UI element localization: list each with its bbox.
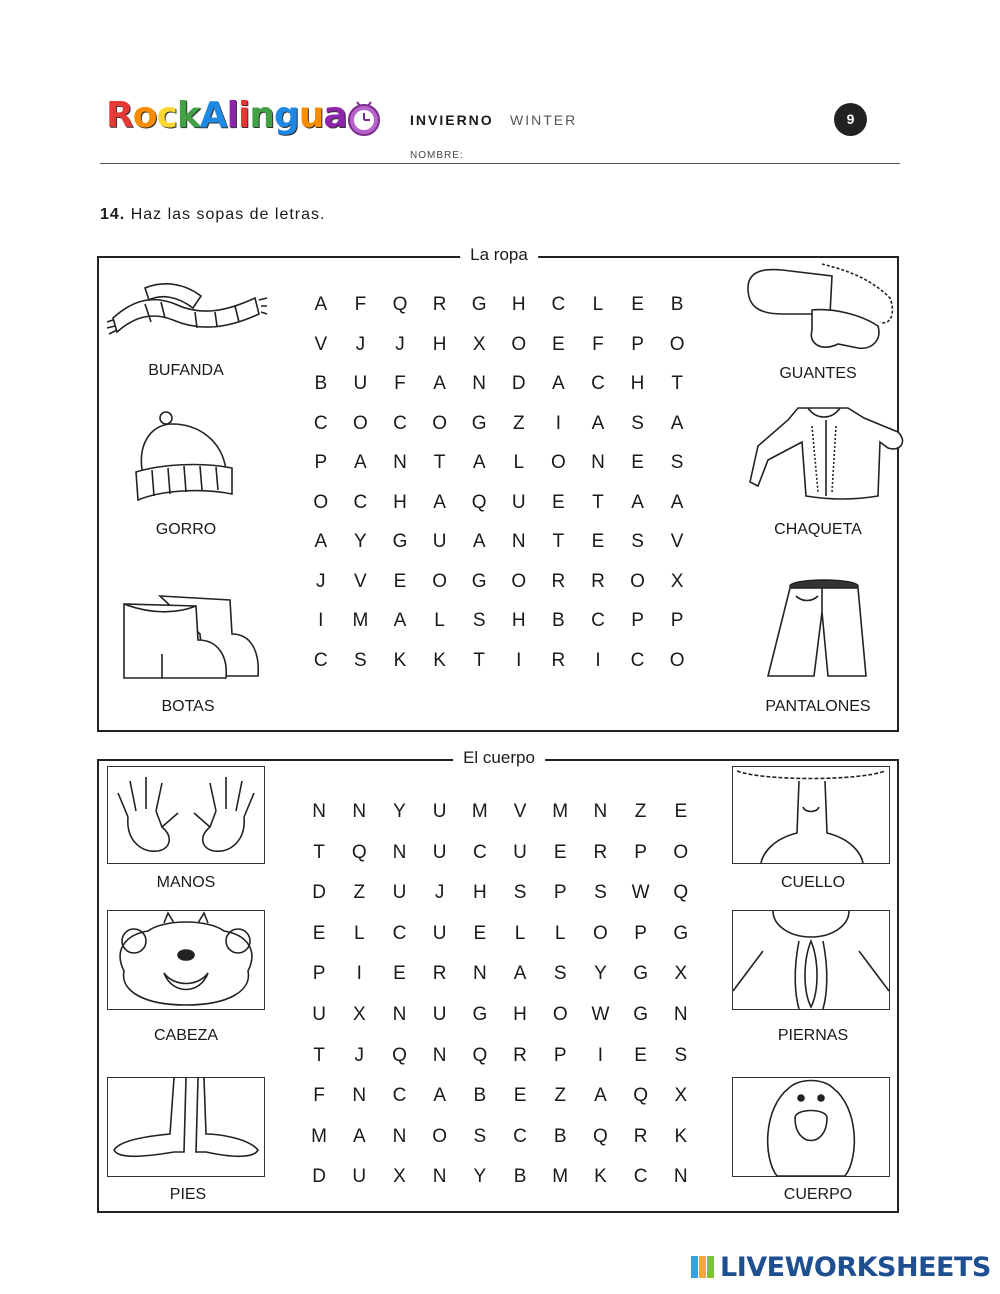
grid-letter[interactable]: V: [314, 333, 328, 355]
grid-letter[interactable]: P: [631, 333, 644, 355]
grid-letter[interactable]: B: [513, 1166, 527, 1188]
logo-letter: l: [226, 95, 238, 136]
grid-letter[interactable]: J: [316, 570, 326, 592]
grid-letter[interactable]: A: [552, 373, 565, 394]
grid-letter[interactable]: A: [433, 1085, 446, 1107]
grid-letter[interactable]: N: [432, 1044, 447, 1066]
grid-letter[interactable]: N: [392, 1003, 407, 1025]
grid-letter[interactable]: P: [631, 610, 644, 631]
grid-letter[interactable]: Z: [554, 1085, 567, 1107]
grid-letter[interactable]: O: [432, 1125, 448, 1147]
grid-letter[interactable]: Y: [393, 801, 406, 822]
grid-letter[interactable]: C: [392, 922, 407, 944]
grid-letter[interactable]: O: [669, 649, 685, 671]
grid-letter[interactable]: G: [471, 294, 487, 315]
body-label-right: PIERNAS: [777, 1027, 849, 1044]
liveworksheets-logo-icon: [690, 1254, 716, 1280]
grid-letter[interactable]: M: [552, 801, 569, 822]
hands-picture-box: [107, 766, 265, 864]
grid-letter[interactable]: C: [630, 649, 645, 671]
grid-letter[interactable]: I: [318, 610, 324, 631]
grid-letter[interactable]: K: [674, 1125, 688, 1147]
logo-letter: c: [156, 95, 177, 136]
grid-letter[interactable]: U: [511, 491, 526, 513]
grid-letter[interactable]: E: [312, 922, 326, 944]
grid-letter[interactable]: X: [393, 1166, 406, 1188]
neck-picture-box: [732, 766, 890, 864]
grid-letter[interactable]: E: [553, 841, 567, 863]
grid-letter[interactable]: A: [433, 373, 446, 394]
grid-letter[interactable]: H: [393, 491, 407, 513]
legs-picture-box: [732, 910, 890, 1010]
body-label-right: CUELLO: [780, 874, 846, 891]
grid-letter[interactable]: Q: [472, 1044, 488, 1066]
scarf-icon: [105, 278, 267, 340]
neck-icon: [733, 767, 889, 863]
grid-letter[interactable]: H: [511, 610, 526, 631]
grid-letter[interactable]: U: [432, 922, 447, 944]
grid-letter[interactable]: Y: [354, 531, 367, 552]
grid-letter[interactable]: F: [592, 333, 604, 355]
grid-letter[interactable]: R: [432, 963, 447, 985]
monster-head-icon: [108, 911, 264, 1009]
grid-letter[interactable]: D: [312, 882, 326, 904]
grid-letter[interactable]: A: [472, 531, 486, 552]
grid-letter[interactable]: G: [633, 1003, 648, 1025]
pants-icon: [762, 576, 870, 680]
grid-letter[interactable]: M: [311, 1125, 327, 1147]
grid-letter[interactable]: S: [472, 610, 486, 631]
grid-letter[interactable]: R: [593, 841, 608, 863]
grid-letter[interactable]: B: [553, 1125, 567, 1147]
grid-letter[interactable]: P: [312, 963, 326, 985]
grid-letter[interactable]: I: [597, 1044, 604, 1066]
grid-letter[interactable]: H: [630, 373, 645, 394]
grid-letter[interactable]: A: [670, 491, 684, 513]
grid-letter[interactable]: A: [314, 531, 328, 552]
hat-icon: [132, 410, 236, 506]
grid-letter[interactable]: B: [552, 610, 565, 631]
name-label: NOMBRE:: [410, 150, 464, 161]
grid-letter[interactable]: S: [631, 531, 644, 552]
grid-letter[interactable]: F: [394, 373, 406, 394]
grid-letter[interactable]: H: [513, 1003, 527, 1025]
logo-letter: o: [132, 95, 157, 136]
grid-letter[interactable]: S: [631, 412, 644, 434]
grid-letter[interactable]: P: [634, 841, 647, 863]
grid-letter[interactable]: I: [555, 412, 561, 434]
grid-letter[interactable]: S: [513, 882, 527, 904]
grid-letter[interactable]: A: [631, 491, 644, 513]
grid-letter[interactable]: H: [472, 882, 487, 904]
liveworksheets-brand[interactable]: [690, 1252, 991, 1283]
grid-letter[interactable]: U: [432, 841, 447, 863]
logo-letter: R: [106, 95, 133, 136]
monster-body-icon: [733, 1078, 889, 1176]
body-label-left: MANOS: [156, 874, 216, 891]
grid-letter[interactable]: R: [513, 1044, 527, 1066]
grid-letter[interactable]: S: [553, 963, 567, 985]
grid-letter[interactable]: P: [314, 452, 328, 473]
grid-letter[interactable]: Y: [594, 963, 607, 985]
grid-letter[interactable]: R: [551, 649, 566, 671]
clothes-label-right: GUANTES: [779, 365, 857, 382]
grid-letter[interactable]: B: [473, 1085, 487, 1107]
grid-letter[interactable]: O: [432, 570, 447, 592]
grid-letter[interactable]: S: [674, 1044, 688, 1066]
grid-letter[interactable]: R: [591, 570, 605, 592]
grid-letter[interactable]: X: [670, 570, 684, 592]
grid-letter[interactable]: T: [552, 531, 565, 552]
grid-letter[interactable]: A: [472, 452, 486, 473]
grid-letter[interactable]: C: [633, 1166, 648, 1188]
grid-letter[interactable]: E: [473, 922, 487, 944]
grid-letter[interactable]: W: [631, 882, 650, 904]
grid-letter[interactable]: E: [674, 801, 688, 822]
grid-letter[interactable]: R: [633, 1125, 648, 1147]
clock-icon: [345, 98, 383, 138]
grid-letter[interactable]: O: [511, 570, 527, 592]
grid-letter[interactable]: N: [432, 1166, 447, 1188]
grid-letter[interactable]: E: [513, 1085, 527, 1107]
grid-letter[interactable]: Q: [392, 294, 408, 315]
grid-letter[interactable]: Y: [473, 1166, 487, 1188]
exercise-number: 14.: [100, 206, 126, 223]
grid-letter[interactable]: I: [516, 649, 522, 671]
grid-letter[interactable]: W: [591, 1003, 610, 1025]
grid-letter[interactable]: K: [393, 649, 407, 671]
grid-letter[interactable]: O: [353, 412, 368, 434]
grid-letter[interactable]: T: [313, 841, 325, 863]
grid-letter[interactable]: H: [432, 333, 447, 355]
grid-letter[interactable]: M: [552, 1166, 569, 1188]
grid-letter[interactable]: O: [550, 452, 566, 473]
grid-letter[interactable]: O: [511, 333, 527, 355]
grid-letter[interactable]: N: [393, 452, 407, 473]
unit-title: INVIERNO: [410, 112, 494, 128]
grid-letter[interactable]: G: [633, 963, 648, 985]
exercise-text: Haz las sopas de letras.: [130, 206, 326, 223]
grid-letter[interactable]: C: [551, 294, 566, 315]
grid-letter[interactable]: Z: [512, 412, 525, 434]
grid-letter[interactable]: N: [673, 1003, 688, 1025]
body-label-left: PIES: [169, 1186, 207, 1203]
grid-letter[interactable]: N: [511, 531, 526, 552]
grid-letter[interactable]: L: [514, 922, 526, 944]
grid-letter[interactable]: Q: [593, 1125, 608, 1147]
grid-letter[interactable]: T: [473, 649, 485, 671]
unit-title-english: WINTER: [510, 112, 578, 128]
exercise-instruction: [100, 206, 325, 224]
grid-letter[interactable]: L: [353, 922, 365, 944]
grid-letter[interactable]: N: [392, 841, 407, 863]
clothes-label-left: BOTAS: [161, 698, 215, 715]
logo-letter: A: [199, 95, 227, 136]
grid-letter[interactable]: A: [314, 294, 328, 315]
grid-letter[interactable]: D: [511, 373, 526, 394]
grid-letter[interactable]: L: [513, 452, 525, 473]
grid-letter[interactable]: Q: [471, 491, 487, 513]
grid-letter[interactable]: G: [471, 570, 487, 592]
legs-icon: [733, 911, 889, 1009]
grid-letter[interactable]: U: [353, 373, 368, 394]
grid-letter[interactable]: E: [634, 1044, 647, 1066]
clothes-panel-title: La ropa: [460, 245, 538, 265]
grid-letter[interactable]: T: [592, 491, 604, 513]
gloves-icon: [742, 264, 896, 354]
grid-letter[interactable]: C: [313, 649, 328, 671]
grid-letter[interactable]: V: [670, 531, 684, 552]
grid-letter[interactable]: S: [354, 649, 367, 671]
grid-letter[interactable]: Q: [673, 882, 689, 904]
grid-letter[interactable]: O: [313, 491, 329, 513]
hands-icon: [108, 767, 264, 863]
grid-letter[interactable]: A: [433, 491, 446, 513]
grid-letter[interactable]: A: [670, 412, 684, 434]
grid-letter[interactable]: N: [472, 963, 487, 985]
grid-letter[interactable]: C: [591, 373, 605, 394]
grid-letter[interactable]: I: [595, 649, 601, 671]
grid-letter[interactable]: L: [434, 610, 445, 631]
clothes-label-right: PANTALONES: [765, 698, 871, 715]
grid-letter[interactable]: V: [513, 801, 527, 822]
page-number-badge: 9: [834, 103, 867, 136]
grid-letter[interactable]: O: [432, 412, 447, 434]
grid-letter[interactable]: O: [669, 333, 685, 355]
header-divider: [100, 163, 900, 164]
grid-letter[interactable]: O: [552, 1003, 568, 1025]
grid-letter[interactable]: U: [312, 1003, 326, 1025]
grid-letter[interactable]: K: [433, 649, 446, 671]
clothes-label-right: CHAQUETA: [774, 521, 862, 538]
grid-letter[interactable]: N: [352, 801, 367, 822]
grid-letter[interactable]: N: [673, 1166, 688, 1188]
grid-letter[interactable]: G: [392, 531, 408, 552]
grid-letter[interactable]: C: [313, 412, 328, 434]
body-label-left: CABEZA: [153, 1027, 219, 1044]
feet-picture-box: [107, 1077, 265, 1177]
grid-letter[interactable]: X: [352, 1003, 366, 1025]
grid-letter[interactable]: M: [352, 610, 369, 631]
grid-letter[interactable]: P: [553, 1044, 567, 1066]
grid-letter[interactable]: Z: [353, 882, 366, 904]
grid-letter[interactable]: C: [513, 1125, 527, 1147]
grid-letter[interactable]: A: [354, 452, 367, 473]
grid-letter[interactable]: E: [552, 333, 565, 355]
grid-letter[interactable]: G: [471, 412, 487, 434]
grid-letter[interactable]: M: [471, 801, 488, 822]
grid-letter[interactable]: F: [354, 294, 367, 315]
grid-letter[interactable]: F: [313, 1085, 325, 1107]
grid-letter[interactable]: C: [393, 412, 407, 434]
grid-letter[interactable]: V: [354, 570, 367, 592]
grid-letter[interactable]: N: [593, 801, 608, 822]
grid-letter[interactable]: J: [434, 882, 445, 904]
grid-letter[interactable]: Q: [351, 841, 367, 863]
grid-letter[interactable]: P: [553, 882, 567, 904]
logo-letter: a: [323, 95, 347, 136]
grid-letter[interactable]: X: [472, 333, 486, 355]
grid-letter[interactable]: N: [312, 801, 326, 822]
grid-letter[interactable]: G: [472, 1003, 488, 1025]
clothes-word-search-grid: [301, 285, 697, 680]
grid-letter[interactable]: N: [472, 373, 487, 394]
grid-letter[interactable]: E: [393, 570, 407, 592]
grid-letter[interactable]: X: [674, 1085, 688, 1107]
grid-letter[interactable]: N: [392, 1125, 407, 1147]
grid-letter[interactable]: S: [670, 452, 684, 473]
grid-letter[interactable]: C: [353, 491, 368, 513]
grid-letter[interactable]: O: [593, 922, 608, 944]
logo-letter: n: [249, 95, 274, 136]
clothes-label-left: GORRO: [155, 521, 217, 538]
grid-letter[interactable]: E: [393, 963, 406, 985]
grid-letter[interactable]: U: [432, 801, 447, 822]
grid-letter[interactable]: N: [591, 452, 605, 473]
grid-letter[interactable]: X: [674, 963, 688, 985]
rockalingua-logo: [106, 96, 347, 136]
grid-letter[interactable]: U: [432, 531, 447, 552]
grid-letter[interactable]: R: [432, 294, 447, 315]
grid-letter[interactable]: E: [591, 531, 605, 552]
grid-letter[interactable]: E: [552, 491, 565, 513]
logo-letter: i: [237, 95, 250, 136]
grid-letter[interactable]: I: [356, 963, 362, 985]
grid-letter[interactable]: T: [433, 452, 446, 473]
grid-letter[interactable]: C: [591, 610, 605, 631]
boots-icon: [120, 594, 262, 680]
grid-letter[interactable]: U: [352, 1166, 367, 1188]
grid-letter[interactable]: L: [554, 922, 566, 944]
body-label-right: CUERPO: [783, 1186, 853, 1203]
grid-letter[interactable]: T: [313, 1044, 325, 1066]
grid-letter[interactable]: Z: [634, 801, 647, 822]
logo-letter: g: [273, 95, 299, 136]
feet-icon: [108, 1078, 264, 1176]
grid-letter[interactable]: Q: [633, 1085, 648, 1107]
jacket-icon: [748, 402, 908, 504]
grid-letter[interactable]: B: [670, 294, 684, 315]
grid-letter[interactable]: N: [352, 1085, 367, 1107]
grid-letter[interactable]: B: [314, 373, 328, 394]
grid-letter[interactable]: A: [513, 963, 527, 985]
grid-letter[interactable]: R: [551, 570, 566, 592]
grid-letter[interactable]: U: [392, 882, 407, 904]
grid-letter[interactable]: A: [393, 610, 407, 631]
grid-letter[interactable]: J: [354, 1044, 365, 1066]
grid-letter[interactable]: A: [591, 412, 605, 434]
clothes-label-left: BUFANDA: [148, 362, 224, 379]
body-word-search-grid: [299, 792, 701, 1198]
grid-letter[interactable]: U: [432, 1003, 447, 1025]
grid-letter[interactable]: E: [631, 452, 644, 473]
grid-letter[interactable]: A: [594, 1085, 607, 1107]
grid-letter[interactable]: C: [392, 1085, 407, 1107]
grid-letter[interactable]: G: [673, 922, 689, 944]
logo-letter: k: [176, 95, 200, 136]
grid-letter[interactable]: A: [352, 1125, 366, 1147]
grid-letter[interactable]: L: [592, 294, 604, 315]
grid-letter[interactable]: O: [673, 841, 689, 863]
head-picture-box: [107, 910, 265, 1010]
grid-letter[interactable]: T: [671, 373, 683, 394]
grid-letter[interactable]: J: [355, 333, 366, 355]
grid-letter[interactable]: S: [594, 882, 607, 904]
body-picture-box: [732, 1077, 890, 1177]
grid-letter[interactable]: U: [513, 841, 527, 863]
grid-letter[interactable]: D: [312, 1166, 326, 1188]
body-panel-title: El cuerpo: [453, 748, 545, 768]
grid-letter[interactable]: K: [594, 1166, 607, 1188]
grid-letter[interactable]: J: [395, 333, 405, 355]
grid-letter[interactable]: P: [634, 922, 647, 944]
grid-letter[interactable]: P: [670, 610, 684, 631]
logo-letter: u: [298, 95, 324, 136]
grid-letter[interactable]: Q: [392, 1044, 407, 1066]
grid-letter[interactable]: S: [473, 1125, 487, 1147]
liveworksheets-brand-text: LIVEWORKSHEETS: [720, 1252, 991, 1283]
grid-letter[interactable]: O: [630, 570, 645, 592]
grid-letter[interactable]: E: [631, 294, 644, 315]
grid-letter[interactable]: C: [472, 841, 487, 863]
grid-letter[interactable]: H: [511, 294, 526, 315]
